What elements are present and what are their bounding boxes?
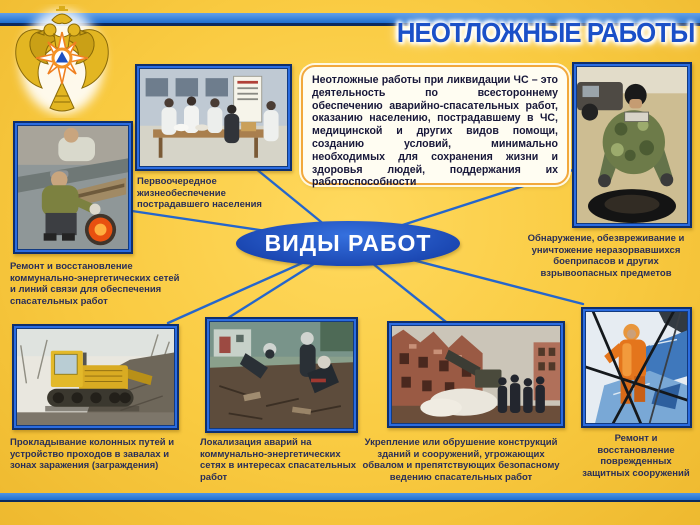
caption-utility-accident-localization: Локализация аварий на коммунально-энергетических сетях в интересах спасательных работ [200,437,357,483]
building-demolition-photo [387,321,565,428]
damaged-shelter-repair-photo [581,307,692,428]
rescuers-utility-accident-photo [205,317,358,433]
caption-food-distribution: Первоочередное жизнеобеспечение пострадавшего населения [137,176,262,211]
definition-text-box: Неотложные работы при ликвидации ЧС – это деятельность по всестороннему обеспечению аварийно-спасательных работ, оказанию населению, пострадавшему в ЧС, медицинской и других видов помощи, созданию условий, минимально необходимых для сохранения жизни и здоровья людей, поддержания их работоспособности [301,65,569,185]
caption-building-demolition: Укрепление или обрушение конструкций зданий и сооружений, угрожающих обвалом и препятствующих безопасному ведению спасательных работ [362,437,560,483]
hub-types-of-works: ВИДЫ РАБОТ [236,221,460,266]
caption-bulldozer-clearing: Прокладывание колонных путей и устройство проходов в завалах и зонах заражения (заграждения) [10,437,175,472]
poster-title: НЕОТЛОЖНЫЕ РАБОТЫ [396,17,694,48]
caption-sapper-ordnance: Обнаружение, обезвреживание и уничтожение неразорвавшихся боеприпасов и других взрывоопасных предметов [527,233,685,279]
caption-utility-repair: Ремонт и восстановление коммунально-энергетических сетей и линий связи для обеспечения спасательных работ [10,261,180,307]
utility-network-repair-photo [13,121,133,254]
food-distribution-point-photo [135,64,292,171]
caption-shelter-repair: Ремонт и восстановление поврежденных защитных сооружений [582,433,690,479]
sapper-unexploded-ordnance-photo [572,62,692,228]
emercom-eagle-emblem-icon [10,4,114,118]
bulldozer-clearing-path-photo [12,324,179,430]
